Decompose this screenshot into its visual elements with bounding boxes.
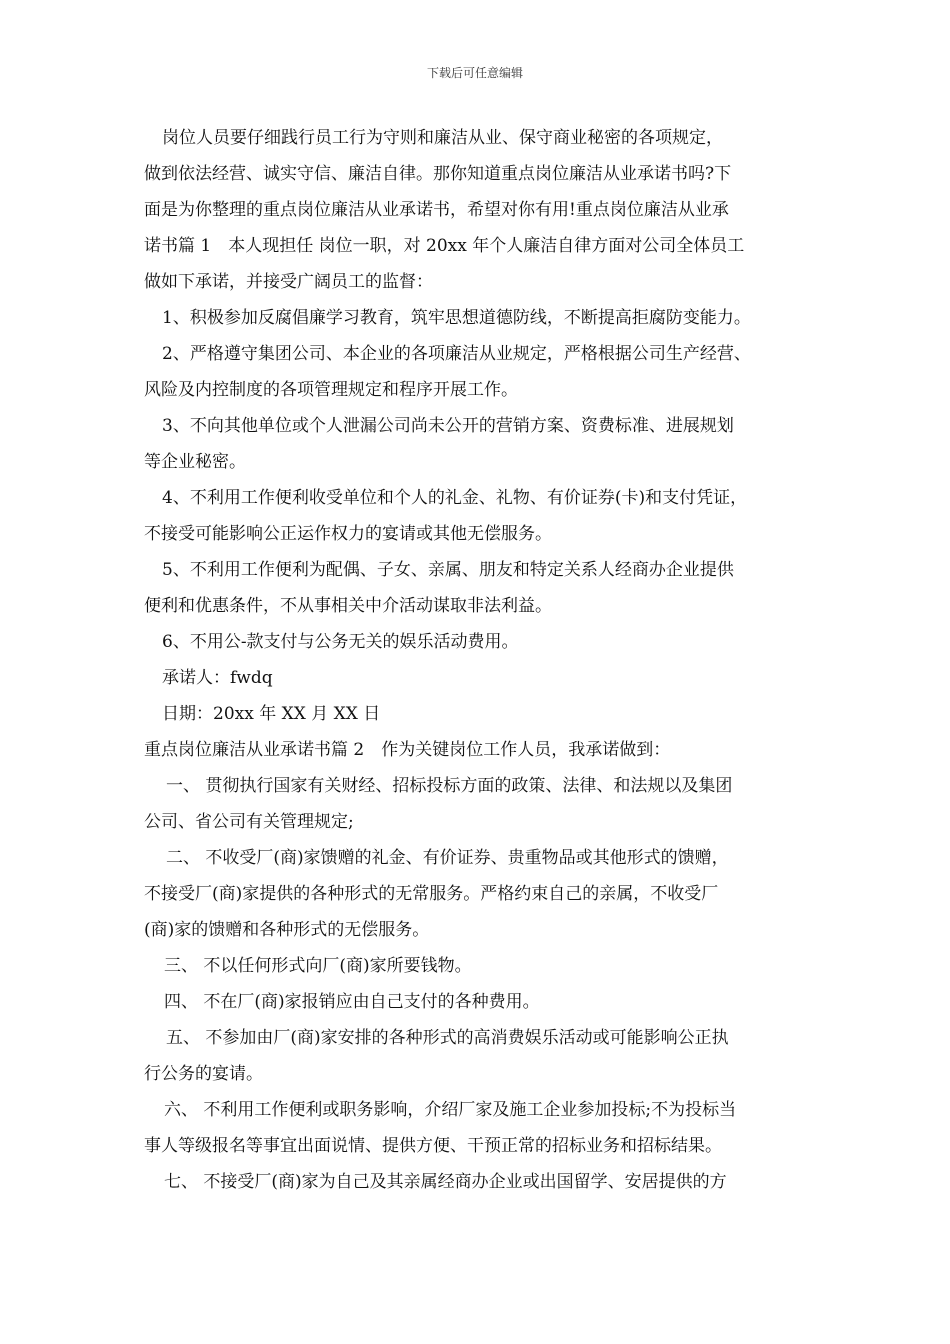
paragraph-line: 做如下承诺，并接受广阔员工的监督： xyxy=(144,272,433,292)
paragraph-line: 事人等级报名等事宜出面说情、提供方便、干预正常的招标业务和招标结果。 xyxy=(144,1136,722,1156)
paragraph-line: 3、不向其他单位或个人泄漏公司尚未公开的营销方案、资费标准、进展规划 xyxy=(162,416,734,436)
paragraph-line: 不接受可能影响公正运作权力的宴请或其他无偿服务。 xyxy=(144,524,552,544)
paragraph-line: 风险及内控制度的各项管理规定和程序开展工作。 xyxy=(144,380,518,400)
paragraph-line: 一、 贯彻执行国家有关财经、招标投标方面的政策、法律、和法规以及集团 xyxy=(166,776,733,796)
paragraph-line: 2、严格遵守集团公司、本企业的各项廉洁从业规定，严格根据公司生产经营、 xyxy=(162,344,751,364)
paragraph-line: 4、不利用工作便利收受单位和个人的礼金、礼物、有价证券(卡)和支付凭证， xyxy=(162,488,748,508)
paragraph-line: 不接受厂(商)家提供的各种形式的无常服务。严格约束自己的亲属，不收受厂 xyxy=(144,884,719,904)
paragraph-line: (商)家的馈赠和各种形式的无偿服务。 xyxy=(144,920,430,940)
paragraph-line: 面是为你整理的重点岗位廉洁从业承诺书，希望对你有用!重点岗位廉洁从业承 xyxy=(144,200,729,220)
paragraph-line: 1、积极参加反腐倡廉学习教育，筑牢思想道德防线，不断提高拒腐防变能力。 xyxy=(162,308,751,328)
paragraph-line: 6、不用公-款支付与公务无关的娱乐活动费用。 xyxy=(162,632,519,652)
paragraph-line: 六、 不利用工作便利或职务影响，介绍厂家及施工企业参加投标;不为投标当 xyxy=(164,1100,737,1120)
signatory-line: 承诺人：fwdq xyxy=(162,668,273,688)
date-line: 日期：20xx 年 XX 月 XX 日 xyxy=(162,704,381,724)
paragraph-line: 行公务的宴请。 xyxy=(144,1064,263,1084)
paragraph-line: 二、 不收受厂(商)家馈赠的礼金、有价证券、贵重物品或其他形式的馈赠， xyxy=(166,848,729,868)
paragraph-line: 5、不利用工作便利为配偶、子女、亲属、朋友和特定关系人经商办企业提供 xyxy=(162,560,734,580)
paragraph-line: 公司、省公司有关管理规定; xyxy=(144,812,354,832)
paragraph-line: 三、 不以任何形式向厂(商)家所要钱物。 xyxy=(164,956,472,976)
paragraph-line: 七、 不接受厂(商)家为自己及其亲属经商办企业或出国留学、安居提供的方 xyxy=(164,1172,727,1192)
page-header: 下载后可任意编辑 xyxy=(426,66,523,80)
paragraph-line: 五、 不参加由厂(商)家安排的各种形式的高消费娱乐活动或可能影响公正执 xyxy=(166,1028,729,1048)
paragraph-line: 诺书篇 1 本人现担任 岗位一职，对 20xx 年个人廉洁自律方面对公司全体员工 xyxy=(144,236,745,256)
paragraph-line: 便利和优惠条件，不从事相关中介活动谋取非法利益。 xyxy=(144,596,552,616)
document-body xyxy=(144,120,814,1200)
paragraph-line: 岗位人员要仔细践行员工行为守则和廉洁从业、保守商业秘密的各项规定， xyxy=(162,128,723,148)
paragraph-line: 等企业秘密。 xyxy=(144,452,246,472)
paragraph-line: 做到依法经营、诚实守信、廉洁自律。那你知道重点岗位廉洁从业承诺书吗?下 xyxy=(144,164,732,184)
section-heading-line: 重点岗位廉洁从业承诺书篇 2 作为关键岗位工作人员，我承诺做到： xyxy=(144,740,671,760)
paragraph-line: 四、 不在厂(商)家报销应由自己支付的各种费用。 xyxy=(164,992,540,1012)
